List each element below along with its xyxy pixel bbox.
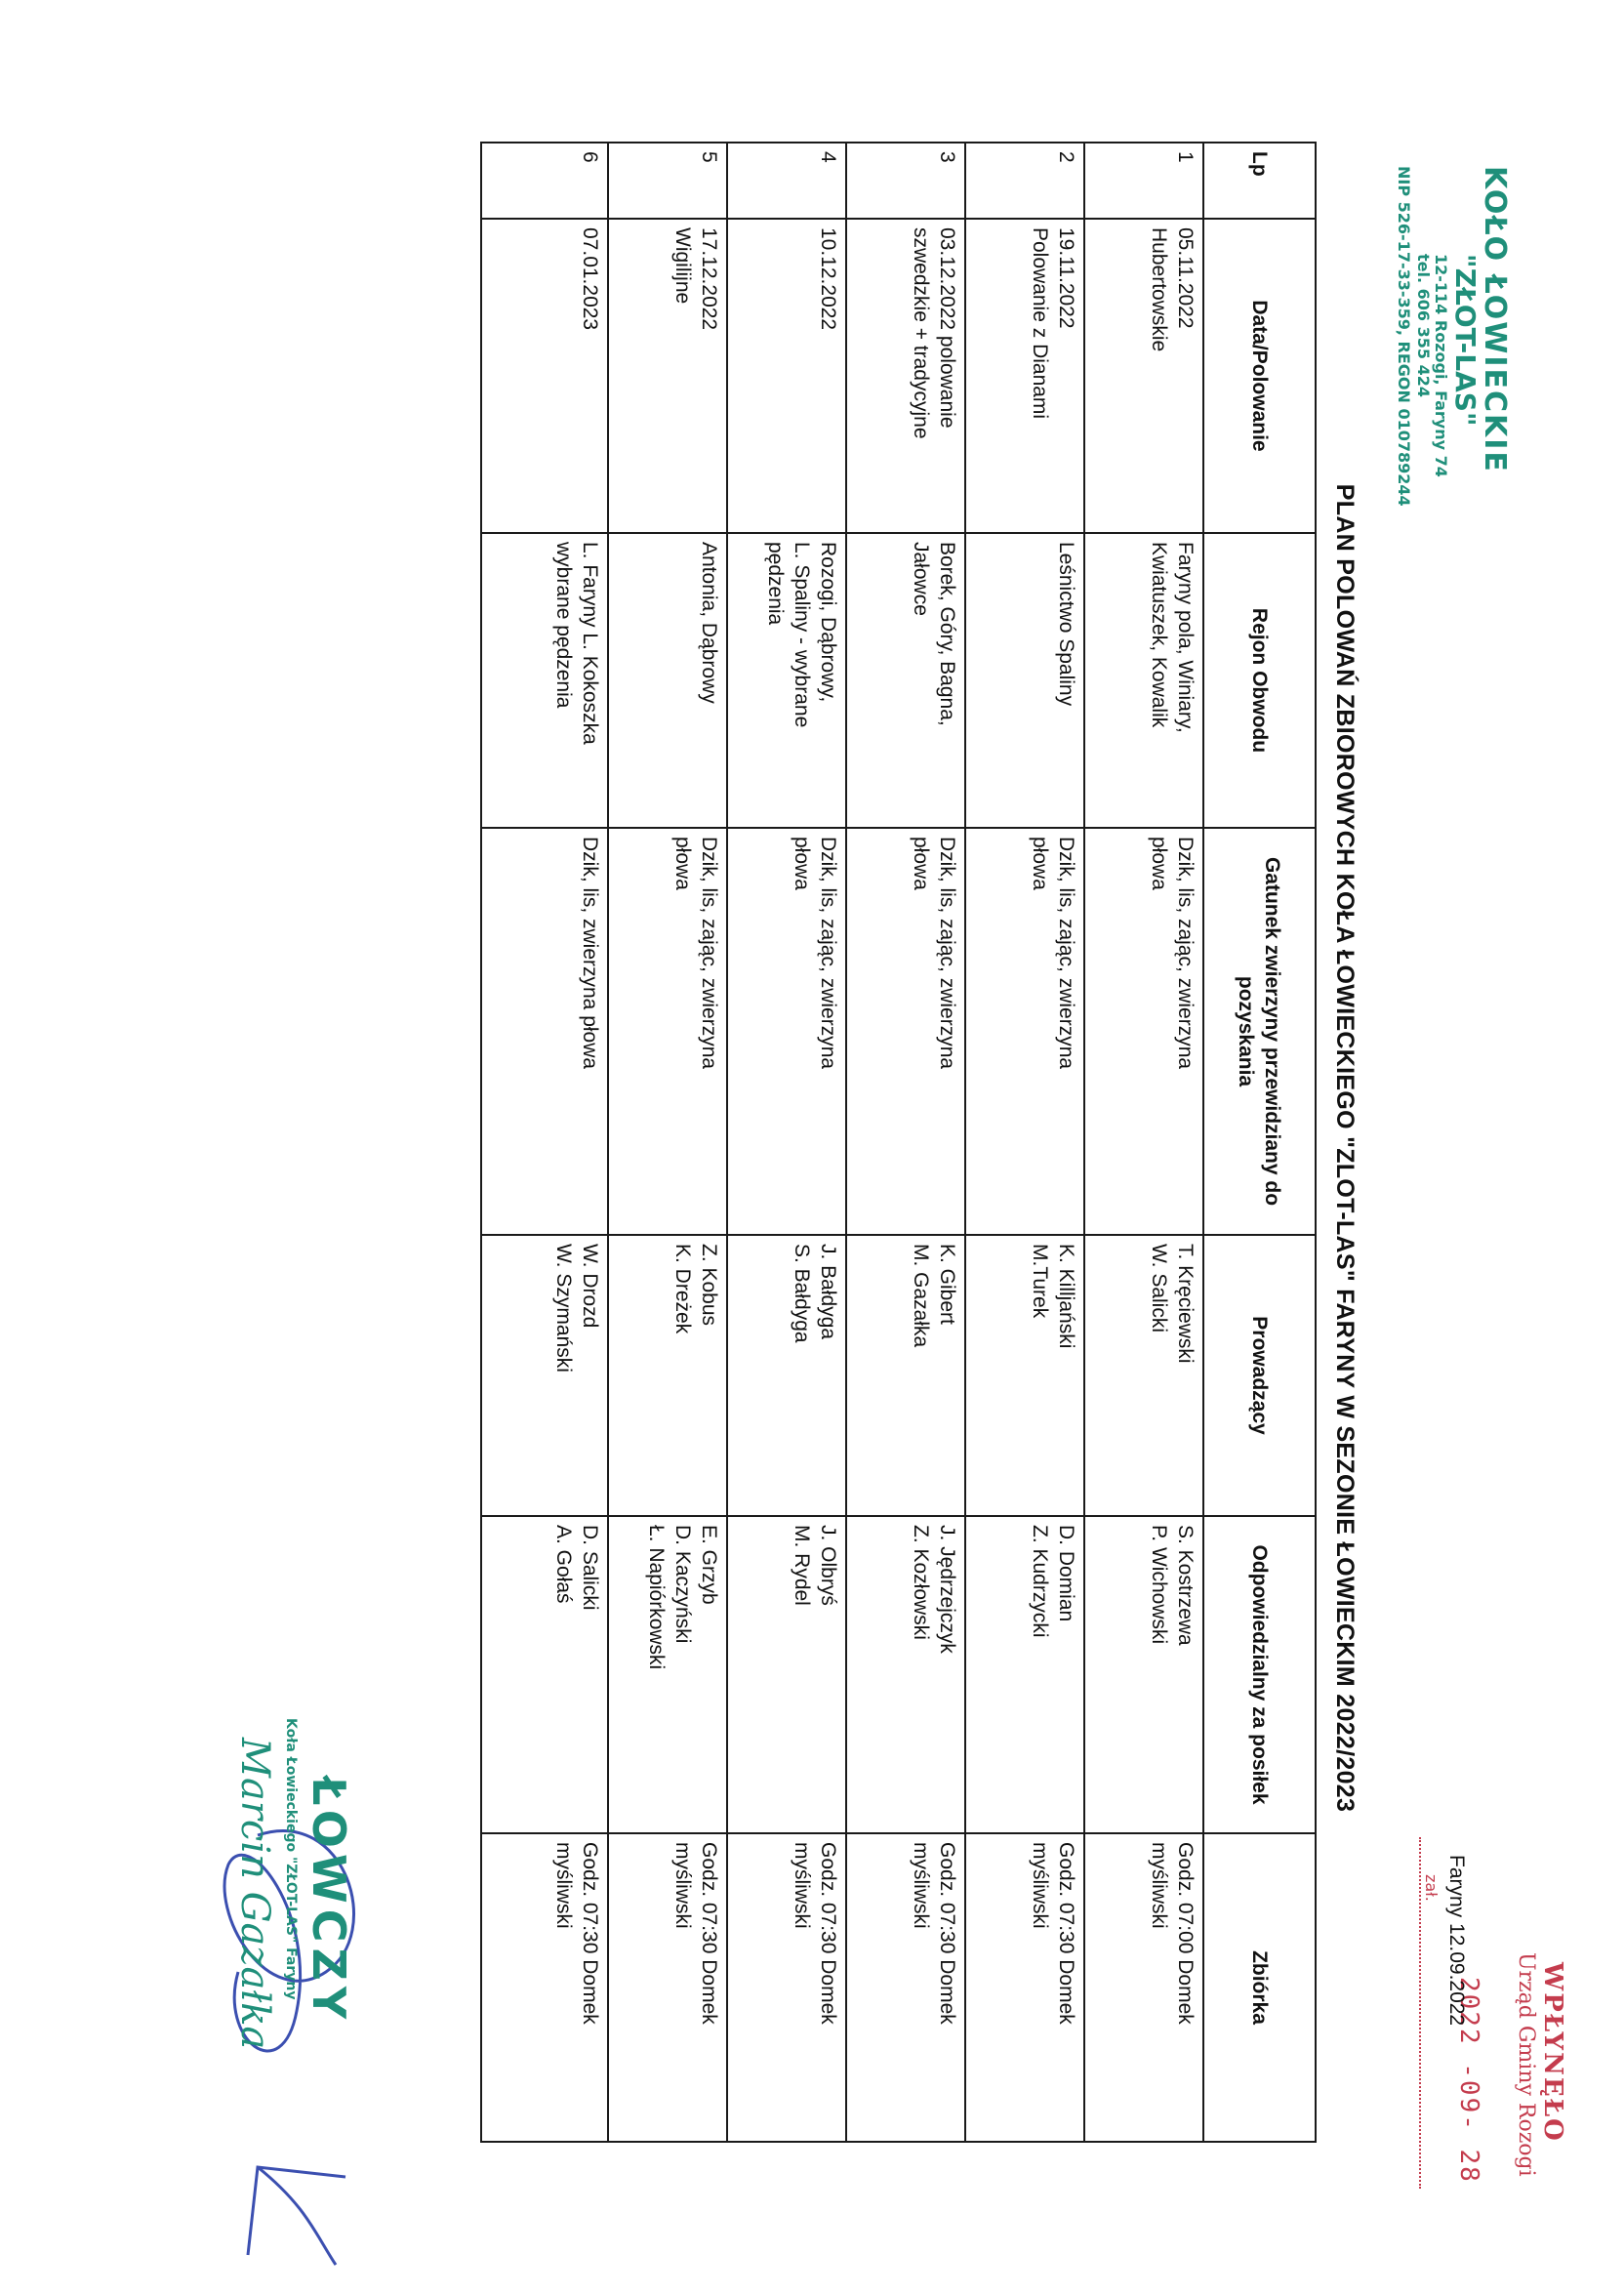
received-stamp-heading: WPŁYNĘŁO (1538, 1962, 1567, 2143)
cell-odpowiedzialny: E. Grzyb D. Kaczyński Ł. Napiórkowski (608, 1516, 727, 1833)
cell-gatunek: Dzik, lis, zając, zwierzyna płowa (727, 828, 846, 1235)
cell-lp: 4 (727, 143, 846, 219)
cell-zbiorka: Godz. 07:00 Domek myśliwski (1084, 1833, 1203, 2142)
cell-zbiorka: Godz. 07:30 Domek myśliwski (727, 1833, 846, 2142)
header-odpowiedzialny: Odpowiedzialny za posiłek (1203, 1516, 1316, 1833)
cell-lp: 1 (1084, 143, 1203, 219)
club-stamp-subname: "ZŁOT-LAS" (1449, 254, 1482, 427)
header-zbiorka: Zbiórka (1203, 1833, 1316, 2142)
cell-rejon: L. Faryny L. Kokoszka wybrane pędzenia (481, 533, 608, 828)
cell-rejon: Leśnictwo Spaliny (965, 533, 1084, 828)
club-stamp (1395, 166, 1512, 674)
cell-lp: 6 (481, 143, 608, 219)
cell-lp: 2 (965, 143, 1084, 219)
cell-prowadzacy: K. Gibert M. Gazałka (846, 1235, 965, 1516)
cell-odpowiedzialny: D. Domian Z. Kudrzycki (965, 1516, 1084, 1833)
cell-odpowiedzialny: D. Salicki A. Gołaś (481, 1516, 608, 1833)
received-stamp-dotted-line (1419, 1837, 1421, 2189)
cell-lp: 5 (608, 143, 727, 219)
cell-rejon: Faryny pola, Winiary, Kwiatuszek, Kowalik (1084, 533, 1203, 828)
cell-date: 07.01.2023 (481, 219, 608, 533)
table-row (481, 143, 608, 2142)
received-stamp (1372, 1835, 1567, 2206)
header-lp: Lp (1203, 143, 1316, 219)
cell-zbiorka: Godz. 07:30 Domek myśliwski (965, 1833, 1084, 2142)
cell-prowadzacy: T. Kręciewski W. Salicki (1084, 1235, 1203, 1516)
cell-rejon: Antonia, Dąbrowy (608, 533, 727, 828)
table-row (608, 143, 727, 2142)
received-stamp-office: Urząd Gminy Rozogi (1514, 1952, 1538, 2177)
cell-prowadzacy: W. Drozd W. Szymański (481, 1235, 608, 1516)
cell-date: 03.12.2022 polowanie szwedzkie + tradycyjne (846, 219, 965, 533)
cell-rejon: Rozogi, Dąbrowy, L. Spaliny - wybrane pędzenia (727, 533, 846, 828)
cell-date: 17.12.2022 Wigilijne (608, 219, 727, 533)
cell-odpowiedzialny: J. Jędrzejczyk Z. Kozłowski (846, 1516, 965, 1833)
cell-prowadzacy: J. Bałdyga S. Bałdyga (727, 1235, 846, 1516)
cell-zbiorka: Godz. 07:30 Domek myśliwski (846, 1833, 965, 2142)
header-prowadzacy: Prowadzący (1203, 1235, 1316, 1516)
hunt-plan-table (480, 142, 1317, 2143)
table-header-row (1203, 143, 1316, 2142)
header-rejon: Rejon Obwodu (1203, 533, 1316, 828)
lowczy-stamp-club: Koła Łowieckiego "ZŁOT-LAS" Faryny (283, 1718, 299, 2000)
cell-lp: 3 (846, 143, 965, 219)
header-date: Data/Polowanie (1203, 219, 1316, 533)
table-row (846, 143, 965, 2142)
cell-gatunek: Dzik, lis, zając, zwierzyna płowa (846, 828, 965, 1235)
table-row (727, 143, 846, 2142)
received-stamp-annotation: zał. (1422, 1874, 1441, 1902)
cell-date: 10.12.2022 (727, 219, 846, 533)
club-stamp-ids: NIP 526-17-33-359, REGON 010789244 (1395, 166, 1413, 507)
cell-zbiorka: Godz. 07:30 Domek myśliwski (481, 1833, 608, 2142)
corner-signature-icon (228, 2148, 365, 2284)
cell-odpowiedzialny: J. Olbryś M. Rydel (727, 1516, 846, 1833)
lowczy-stamp-name: Marcin Gazałka (232, 1738, 277, 2050)
received-stamp-date: 2022 -09- 28 (1454, 1977, 1483, 2184)
table-row (965, 143, 1084, 2142)
cell-date: 19.11.2022 Polowanie z Dianami (965, 219, 1084, 533)
cell-gatunek: Dzik, lis, zając, zwierzyna płowa (1084, 828, 1203, 1235)
document-title: PLAN POLOWAŃ ZBIOROWYCH KOŁA ŁOWIECKIEGO "ZLOT-LAS" FARYNY W SEZONIE ŁOWIECKIM 2022/2023 (1331, 483, 1359, 1813)
cell-prowadzacy: Z. Kobus K. Dreżek (608, 1235, 727, 1516)
club-stamp-address: 12-114 Rozogi, Faryny 74 (1432, 254, 1450, 477)
club-stamp-phone: tel. 606 355 424 (1414, 254, 1433, 397)
cell-gatunek: Dzik, lis, zając, zwierzyna płowa (965, 828, 1084, 1235)
cell-rejon: Borek, Góry, Bagna, Jałowce (846, 533, 965, 828)
cell-odpowiedzialny: S. Kostrzewa P. Wichowski (1084, 1516, 1203, 1833)
table-row (1084, 143, 1203, 2142)
lowczy-stamp-title: ŁOWCZY (303, 1777, 355, 2026)
cell-prowadzacy: K. Killjański M.Turek (965, 1235, 1084, 1516)
cell-gatunek: Dzik, lis, zwierzyna płowa (481, 828, 608, 1235)
document-date: Faryny 12.09.2022 (1445, 1855, 1468, 2027)
cell-date: 05.11.2022 Hubertowskie (1084, 219, 1203, 533)
club-stamp-name: KOŁO ŁOWIECKIE (1478, 166, 1512, 473)
header-gatunek: Gatunek zwierzyny przewidziany do pozyskania (1203, 828, 1316, 1235)
cell-zbiorka: Godz. 07:30 Domek myśliwski (608, 1833, 727, 2142)
cell-gatunek: Dzik, lis, zając, zwierzyna płowa (608, 828, 727, 1235)
